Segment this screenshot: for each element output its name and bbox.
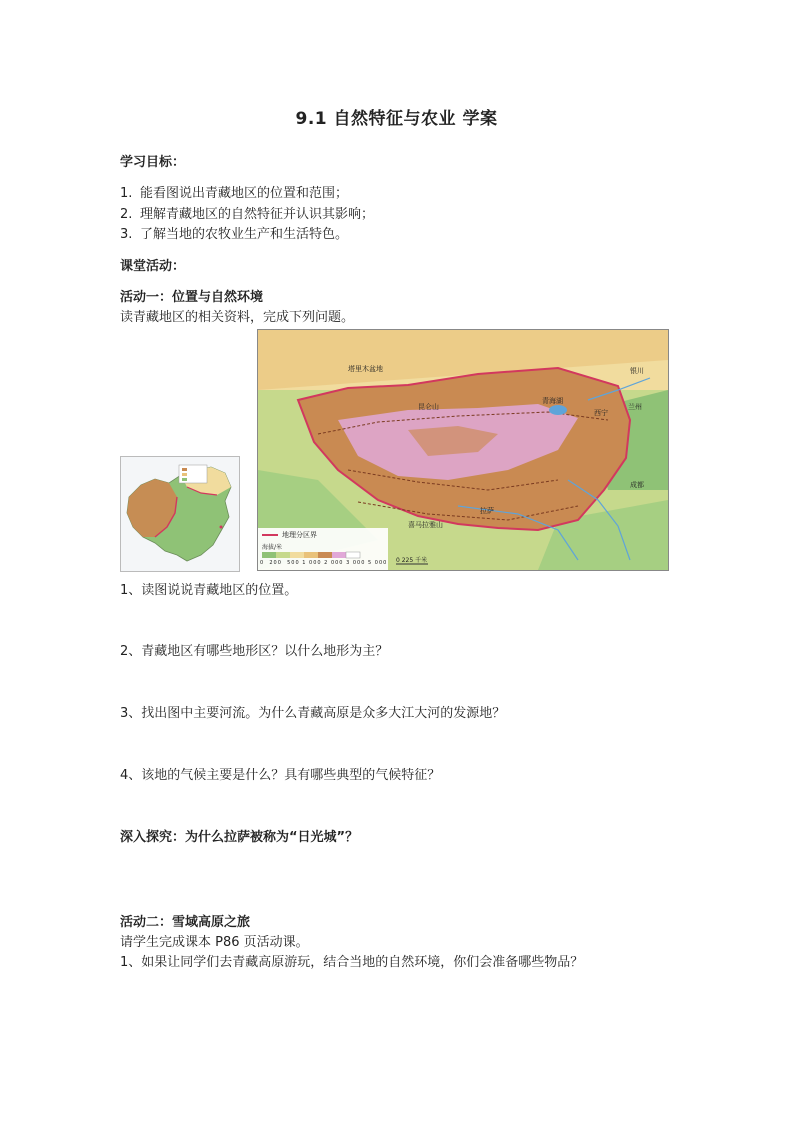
qinghai-tibet-map	[257, 329, 669, 571]
place-label: 兰州	[628, 403, 642, 411]
activity1-intro: 读青藏地区的相关资料，完成下列问题。	[120, 310, 355, 325]
place-label: 成都	[630, 481, 644, 489]
legend-elev-label: 海拔/米	[262, 544, 283, 551]
list-number: 1.	[120, 186, 133, 201]
question-4: 4、该地的气候主要是什么？具有哪些典型的气候特征？	[120, 768, 441, 783]
place-label: 喜马拉雅山	[408, 521, 443, 529]
list-item	[120, 223, 348, 242]
legend-boundary-label: 地理分区界	[282, 531, 317, 539]
place-label: 青海湖	[542, 397, 563, 405]
china-map-svg	[121, 457, 239, 571]
page-title: 9.1 自然特征与农业 学案	[295, 109, 498, 129]
place-label: 银川	[630, 367, 644, 375]
china-locator-map	[120, 456, 240, 572]
list-item	[120, 203, 374, 222]
place-label: 昆仑山	[418, 403, 439, 411]
activity2-question-1: 1、如果让同学们去青藏高原游玩，结合当地的自然环境，你们会准备哪些物品？	[120, 955, 584, 970]
question-1: 1、读图说说青藏地区的位置。	[120, 583, 298, 598]
list-text: 理解青藏地区的自然特征并认识其影响；	[140, 207, 375, 222]
place-label: 拉萨	[480, 507, 494, 515]
list-number: 3.	[120, 227, 133, 242]
place-label: 西宁	[594, 409, 608, 417]
list-number: 2.	[120, 207, 133, 222]
tibet-map-svg	[258, 330, 668, 570]
scale-label: 0 225 千米	[396, 557, 428, 564]
list-text: 能看图说出青藏地区的位置和范围；	[140, 186, 349, 201]
list-text: 了解当地的农牧业生产和生活特色。	[140, 227, 349, 242]
question-3: 3、找出图中主要河流。为什么青藏高原是众多大江大河的发源地？	[120, 706, 506, 721]
explore-heading: 深入探究：为什么拉萨被称为“日光城”？	[120, 830, 359, 845]
objectives-heading: 学习目标：	[120, 155, 186, 170]
list-item	[120, 182, 348, 201]
question-2: 2、青藏地区有哪些地形区？以什么地形为主？	[120, 644, 389, 659]
lake	[549, 405, 567, 415]
activity1-heading: 活动一：位置与自然环境	[120, 290, 264, 305]
class-heading: 课堂活动：	[120, 259, 186, 274]
legend-ticks: 0 200 500 1 000 2 000 3 000 5 000	[260, 560, 388, 566]
activity2-intro: 请学生完成课本 P86 页活动课。	[120, 935, 309, 950]
place-label: 塔里木盆地	[348, 365, 383, 373]
activity2-heading: 活动二：雪域高原之旅	[120, 915, 251, 930]
